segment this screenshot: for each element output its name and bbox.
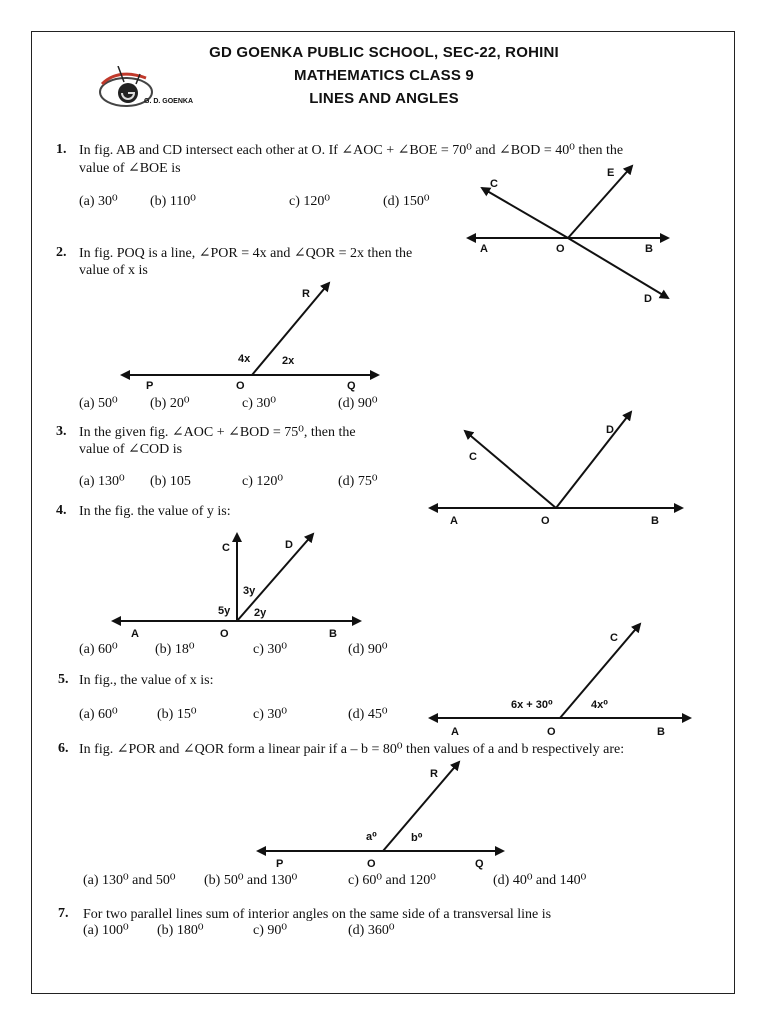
question-5-number: 5. bbox=[58, 672, 69, 687]
question-6-text-line1: In fig. ∠POR and ∠QOR form a linear pair if a – b = 80⁰ then values of a and b respectively are: bbox=[79, 742, 625, 757]
fig3-label-o: O bbox=[541, 515, 550, 527]
question-2-option-d[interactable]: (d) 90⁰ bbox=[338, 396, 378, 411]
fig1-label-c: C bbox=[490, 178, 498, 190]
question-6-option-b[interactable]: (b) 50⁰ and 130⁰ bbox=[204, 873, 298, 888]
question-3-option-d[interactable]: (d) 75⁰ bbox=[338, 474, 378, 489]
question-4-number: 4. bbox=[56, 503, 67, 518]
fig2-label-p: P bbox=[146, 380, 154, 392]
question-5-option-a[interactable]: (a) 60⁰ bbox=[79, 707, 118, 722]
question-3-option-b[interactable]: (b) 105 bbox=[150, 474, 191, 489]
figure-5 bbox=[430, 624, 690, 738]
figure-2 bbox=[122, 283, 378, 392]
fig4-label-b: B bbox=[329, 628, 337, 640]
fig6-label-r: R bbox=[430, 768, 438, 780]
figure-1 bbox=[468, 166, 668, 305]
question-3-number: 3. bbox=[56, 424, 67, 439]
question-4-option-c[interactable]: c) 30⁰ bbox=[253, 642, 287, 657]
question-7-option-d[interactable]: (d) 360⁰ bbox=[348, 923, 395, 938]
fig4-angle-5y: 5y bbox=[218, 605, 231, 617]
question-5-text-line1: In fig., the value of x is: bbox=[79, 673, 214, 688]
question-1-option-a[interactable]: (a) 30⁰ bbox=[79, 194, 118, 209]
fig5-label-a: A bbox=[451, 726, 459, 738]
fig2-label-q: Q bbox=[347, 380, 356, 392]
question-3-text-line1: In the given fig. ∠AOC + ∠BOD = 75⁰, then the bbox=[79, 425, 356, 440]
fig6-angle-a: a⁰ bbox=[366, 831, 377, 843]
question-6-option-c[interactable]: c) 60⁰ and 120⁰ bbox=[348, 873, 436, 888]
fig4-label-a: A bbox=[131, 628, 139, 640]
figure-3 bbox=[430, 412, 682, 527]
question-3-text-line2: value of ∠COD is bbox=[79, 442, 183, 457]
question-7-option-b[interactable]: (b) 180⁰ bbox=[157, 923, 204, 938]
fig5-label-o: O bbox=[547, 726, 556, 738]
question-7-option-c[interactable]: c) 90⁰ bbox=[253, 923, 287, 938]
fig6-label-p: P bbox=[276, 858, 284, 870]
question-4-option-d[interactable]: (d) 90⁰ bbox=[348, 642, 388, 657]
fig1-label-d: D bbox=[644, 293, 652, 305]
fig3-label-d: D bbox=[606, 424, 614, 436]
topic-title: LINES AND ANGLES bbox=[309, 90, 459, 107]
question-1-option-c[interactable]: c) 120⁰ bbox=[289, 194, 330, 209]
figure-4 bbox=[113, 534, 360, 640]
question-2-option-a[interactable]: (a) 50⁰ bbox=[79, 396, 118, 411]
fig1-ray-oe bbox=[568, 166, 632, 238]
fig6-label-q: Q bbox=[475, 858, 484, 870]
fig1-ray-od bbox=[568, 238, 668, 298]
question-5-option-b[interactable]: (b) 15⁰ bbox=[157, 707, 197, 722]
fig4-label-d: D bbox=[285, 539, 293, 551]
fig4-label-c: C bbox=[222, 542, 230, 554]
question-3-option-c[interactable]: c) 120⁰ bbox=[242, 474, 283, 489]
question-2-text-line1: In fig. POQ is a line, ∠POR = 4x and ∠QOR = 2x then the bbox=[79, 246, 413, 261]
question-4-text-line1: In the fig. the value of y is: bbox=[79, 504, 231, 519]
fig3-label-c: C bbox=[469, 451, 477, 463]
question-4-option-b[interactable]: (b) 18⁰ bbox=[155, 642, 195, 657]
fig4-angle-2y: 2y bbox=[254, 607, 267, 619]
question-1-text-line2: value of ∠BOE is bbox=[79, 161, 181, 176]
fig1-label-a: A bbox=[480, 243, 488, 255]
question-7-option-a[interactable]: (a) 100⁰ bbox=[83, 923, 129, 938]
fig6-label-o: O bbox=[367, 858, 376, 870]
question-2-option-b[interactable]: (b) 20⁰ bbox=[150, 396, 190, 411]
fig5-label-c: C bbox=[610, 632, 618, 644]
question-7-text-line1: For two parallel lines sum of interior angles on the same side of a transversal line is bbox=[83, 907, 552, 922]
subject-title: MATHEMATICS CLASS 9 bbox=[294, 67, 474, 84]
fig4-angle-3y: 3y bbox=[243, 585, 256, 597]
question-2-text-line2: value of x is bbox=[79, 263, 148, 278]
fig1-label-b: B bbox=[645, 243, 653, 255]
question-6-option-d[interactable]: (d) 40⁰ and 140⁰ bbox=[493, 873, 587, 888]
question-2-number: 2. bbox=[56, 245, 67, 260]
question-5-option-d[interactable]: (d) 45⁰ bbox=[348, 707, 388, 722]
question-1-option-b[interactable]: (b) 110⁰ bbox=[150, 194, 196, 209]
question-2-option-c[interactable]: c) 30⁰ bbox=[242, 396, 276, 411]
question-7-number: 7. bbox=[58, 906, 69, 921]
question-6-number: 6. bbox=[58, 741, 69, 756]
fig1-label-e: E bbox=[607, 167, 615, 179]
fig3-ray-od bbox=[556, 412, 631, 508]
fig3-label-a: A bbox=[450, 515, 458, 527]
question-1-text-line1: In fig. AB and CD intersect each other at O. If ∠AOC + ∠BOE = 70⁰ and ∠BOD = 40⁰ then the bbox=[79, 143, 624, 158]
question-6-option-a[interactable]: (a) 130⁰ and 50⁰ bbox=[83, 873, 176, 888]
fig1-ray-oc bbox=[482, 188, 568, 238]
question-5-option-c[interactable]: c) 30⁰ bbox=[253, 707, 287, 722]
fig1-label-o: O bbox=[556, 243, 565, 255]
fig3-label-b: B bbox=[651, 515, 659, 527]
logo-text: G. D. GOENKA bbox=[144, 98, 194, 105]
fig4-label-o: O bbox=[220, 628, 229, 640]
fig2-angle-2x: 2x bbox=[282, 355, 295, 367]
question-4-option-a[interactable]: (a) 60⁰ bbox=[79, 642, 118, 657]
question-3-option-a[interactable]: (a) 130⁰ bbox=[79, 474, 125, 489]
question-1-option-d[interactable]: (d) 150⁰ bbox=[383, 194, 430, 209]
fig2-label-o: O bbox=[236, 380, 245, 392]
fig3-ray-oc bbox=[465, 431, 556, 508]
fig2-angle-4x: 4x bbox=[238, 353, 251, 365]
fig5-angle-left: 6x + 30⁰ bbox=[511, 699, 553, 711]
school-name: GD GOENKA PUBLIC SCHOOL, SEC-22, ROHINI bbox=[209, 44, 559, 61]
question-1-number: 1. bbox=[56, 142, 67, 157]
fig6-angle-b: b⁰ bbox=[411, 832, 423, 844]
fig5-label-b: B bbox=[657, 726, 665, 738]
figure-6 bbox=[258, 762, 503, 870]
fig5-angle-right: 4x⁰ bbox=[591, 699, 609, 711]
fig4-ray-od bbox=[237, 534, 313, 621]
fig2-label-r: R bbox=[302, 288, 310, 300]
